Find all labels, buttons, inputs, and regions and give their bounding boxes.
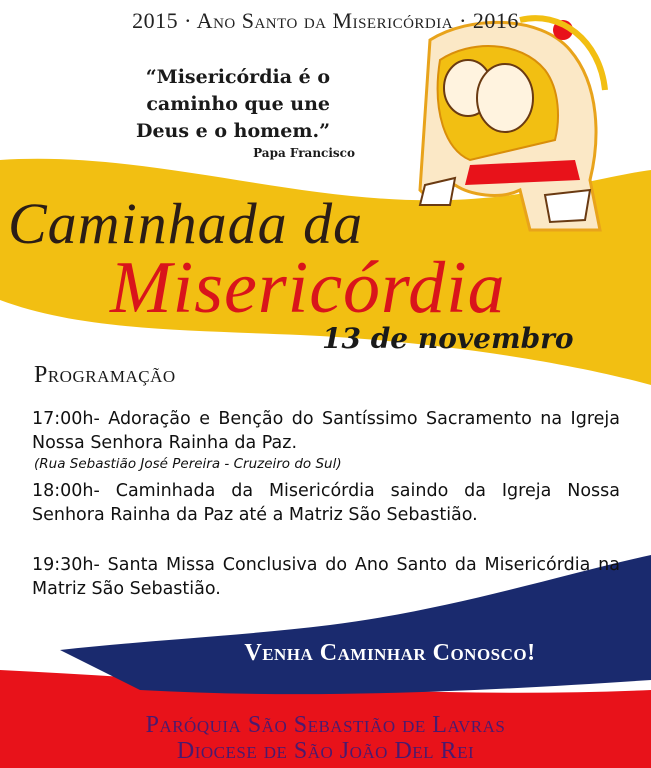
program-heading: Programação	[34, 362, 176, 388]
quote-author: Papa Francisco	[253, 146, 355, 160]
event-title-line2: Misericórdia	[110, 247, 506, 329]
year-header: 2015 · Ano Santo da Misericórdia · 2016	[132, 8, 519, 33]
program-item: 19:30h- Santa Missa Conclusiva do Ano Santo da Misericórdia na Matriz São Sebastião.	[32, 555, 620, 599]
diocese-name: Diocese de São João Del Rei	[176, 738, 475, 764]
quote-line: caminho que une	[146, 93, 330, 115]
program-item: 17:00h- Adoração e Benção do Santíssimo Sacramento na Igreja Nossa Senhora Rainha da Paz.	[32, 409, 620, 453]
pope-quote	[60, 64, 330, 145]
parish-name: Paróquia São Sebastião de Lavras	[145, 712, 506, 738]
program-item: 18:00h- Caminhada da Misericórdia saindo da Igreja Nossa Senhora Rainha da Paz até a Matriz São Sebastião.	[32, 481, 620, 525]
program-address: (Rua Sebastião José Pereira - Cruzeiro do Sul)	[34, 456, 342, 472]
call-to-action: Venha Caminhar Conosco!	[244, 640, 536, 666]
quote-line: “Misericórdia é o	[145, 66, 330, 88]
event-title-line1: Caminhada da	[8, 191, 364, 256]
quote-line: Deus e o homem.”	[135, 120, 330, 142]
event-date: 13 de novembro	[322, 322, 574, 355]
